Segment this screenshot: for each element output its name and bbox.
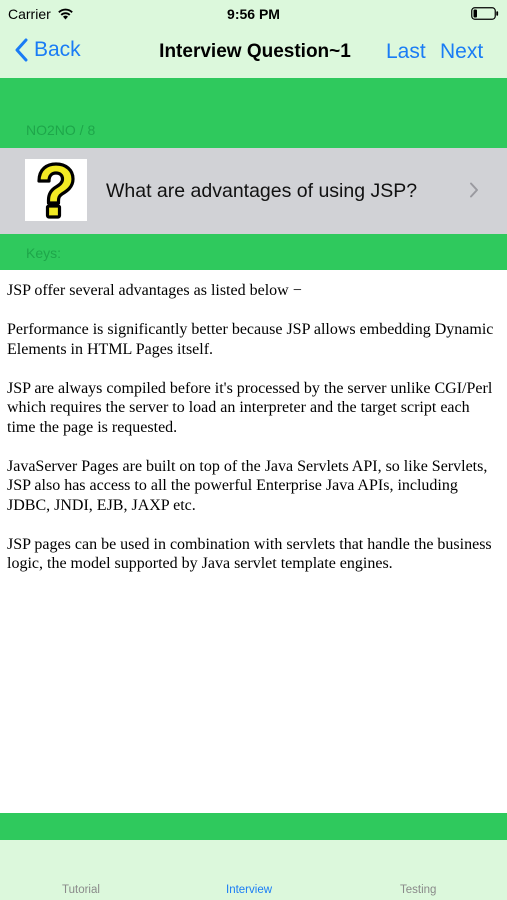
last-button[interactable]: Last bbox=[386, 40, 426, 63]
chevron-left-icon bbox=[14, 38, 28, 62]
answer-paragraph: JSP offer several advantages as listed below − bbox=[7, 282, 302, 299]
chevron-right-icon bbox=[469, 182, 479, 198]
back-button[interactable] bbox=[14, 38, 81, 62]
answer-paragraph: Performance is significantly better because JSP allows embedding Dynamic Elements in HTML Pages itself. bbox=[7, 321, 494, 358]
navigation-bar bbox=[0, 28, 507, 78]
keys-band bbox=[0, 234, 507, 270]
question-text: What are advantages of using JSP? bbox=[106, 180, 418, 202]
question-progress: NO2NO / 8 bbox=[26, 122, 96, 138]
tab-tutorial[interactable]: Tutorial bbox=[62, 884, 100, 896]
answer-paragraph: JSP are always compiled before it's processed by the server unlike CGI/Perl which requires the server to load an interpreter and the target script each time the page is requested. bbox=[7, 379, 493, 436]
footer-band bbox=[0, 813, 507, 840]
back-label: Back bbox=[34, 38, 81, 61]
tab-bar bbox=[0, 840, 507, 900]
status-bar bbox=[0, 0, 507, 28]
tab-testing[interactable]: Testing bbox=[400, 884, 437, 896]
keys-label: Keys: bbox=[26, 245, 62, 261]
page-title: Interview Question~1 bbox=[159, 41, 351, 62]
status-time: 9:56 PM bbox=[227, 6, 280, 22]
question-thumbnail bbox=[25, 159, 87, 221]
question-row[interactable] bbox=[0, 148, 507, 234]
tab-interview[interactable]: Interview bbox=[226, 884, 273, 896]
battery-icon bbox=[471, 7, 499, 20]
next-button[interactable]: Next bbox=[440, 40, 484, 63]
carrier-label: Carrier bbox=[8, 6, 51, 22]
answer-paragraph: JavaServer Pages are built on top of the Java Servlets API, so like Servlets, JSP also has access to all the powerful Enterprise Java APIs, including JDBC, JNDI, EJB, JAXP etc. bbox=[7, 457, 488, 514]
answer-paragraph: JSP pages can be used in combination with servlets that handle the business logic, the model supported by Java servlet template engines. bbox=[7, 535, 492, 572]
answer-text bbox=[7, 281, 501, 593]
question-mark-icon bbox=[25, 159, 87, 221]
header-band bbox=[0, 78, 507, 148]
